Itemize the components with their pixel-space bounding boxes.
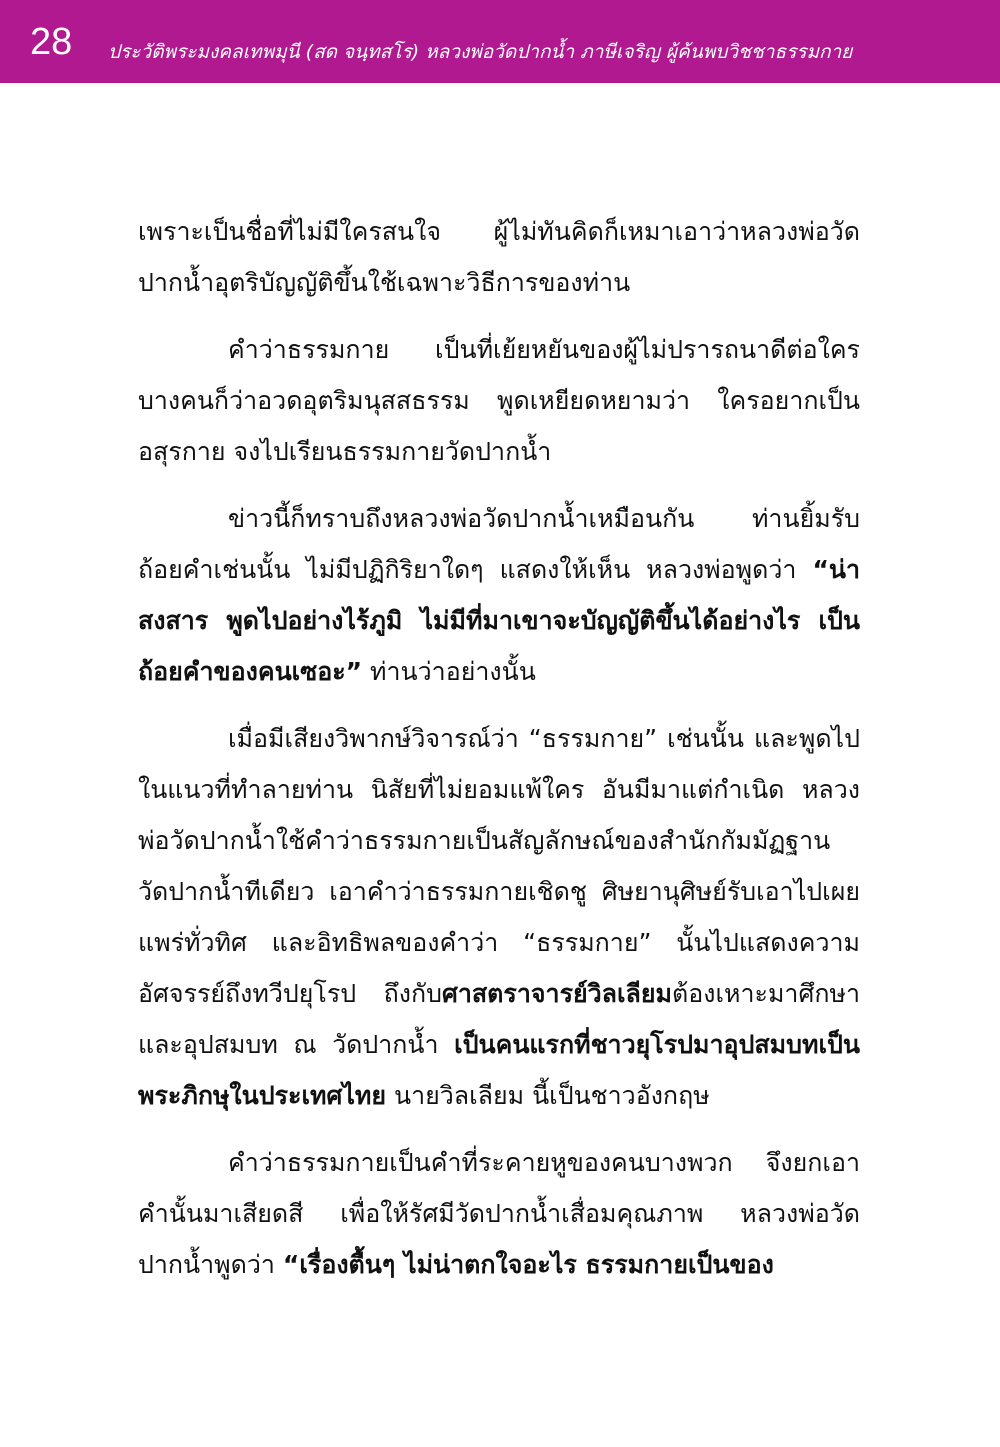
paragraph-4-bold-name: ศาสตราจารย์วิลเลียม xyxy=(442,979,672,1008)
paragraph-4-text-3: นายวิลเลียม นี้เป็นชาวอังกฤษ xyxy=(386,1081,710,1110)
paragraph-5 xyxy=(138,1137,860,1290)
paragraph-4-bold-statement: เป็นคนแรกที่ชาวยุโรปมาอุปสมบทเป็นพระภิกษุในประเทศไทย xyxy=(138,1030,860,1110)
paragraph-1-text: เพราะเป็นชื่อที่ไม่มีใครสนใจ ผู้ไม่ทันคิดก็เหมาเอาว่าหลวงพ่อวัดปากน้ำอุตริบัญญัติขึ้นใช้เฉพาะวิธีการของท่าน xyxy=(138,217,860,297)
header-bar xyxy=(0,0,1000,83)
paragraph-3-tail: ท่านว่าอย่างนั้น xyxy=(362,657,536,686)
body-text xyxy=(138,206,860,1306)
paragraph-4-text-1: เมื่อมีเสียงวิพากษ์วิจารณ์ว่า “ธรรมกาย” เช่นนั้น และพูดไปในแนวที่ทำลายท่าน นิสัยที่ไม่ยอมแพ้ใคร อันมีมาแต่กำเนิด หลวงพ่อวัดปากน้ำใช้คำว่าธรรมกายเป็นสัญลักษณ์ของสำนักกัมมัฏฐานวัดปากน้ำทีเดียว เอาคำว่าธรรมกายเชิดชู ศิษยานุศิษย์รับเอาไปเผยแพร่ทั่วทิศ และอิทธิพลของคำว่า “ธรรมกาย” นั้นไปแสดงความอัศจรรย์ถึงทวีปยุโรป ถึงกับ xyxy=(138,724,860,1008)
page-number: 28 xyxy=(30,21,73,63)
paragraph-4-text-2: ต้องเหาะมาศึกษาและอุปสมบท ณ วัดปากน้ำ xyxy=(138,979,860,1059)
paragraph-2-text: คำว่าธรรมกาย เป็นที่เย้ยหยันของผู้ไม่ปรารถนาดีต่อใคร บางคนก็ว่าอวดอุตริมนุสสธรรม พูดเหยียดหยามว่า ใครอยากเป็นอสุรกาย จงไปเรียนธรรมกายวัดปากน้ำ xyxy=(138,335,860,466)
paragraph-5-text: คำว่าธรรมกายเป็นคำที่ระคายหูของคนบางพวก จึงยกเอาคำนั้นมาเสียดสี เพื่อให้รัศมีวัดปากน้ำเสื่อมคุณภาพ หลวงพ่อวัดปากน้ำพูดว่า xyxy=(138,1148,860,1279)
paragraph-4 xyxy=(138,713,860,1121)
paragraph-3-text: ข่าวนี้ก็ทราบถึงหลวงพ่อวัดปากน้ำเหมือนกัน ท่านยิ้มรับถ้อยคำเช่นนั้น ไม่มีปฏิกิริยาใดๆ แสดงให้เห็น หลวงพ่อพูดว่า xyxy=(138,504,860,584)
paragraph-5-quote: “เรื่องตื้นๆ ไม่น่าตกใจอะไร ธรรมกายเป็นของ xyxy=(282,1250,774,1279)
running-title: ประวัติพระมงคลเทพมุนี (สด จนฺทสโร) หลวงพ่อวัดปากน้ำ ภาษีเจริญ ผู้ค้นพบวิชชาธรรมกาย xyxy=(108,41,853,63)
paragraph-3 xyxy=(138,493,860,697)
paragraph-1 xyxy=(138,206,860,308)
paragraph-3-quote: “น่าสงสาร พูดไปอย่างไร้ภูมิ ไม่มีที่มาเขาจะบัญญัติขึ้นได้อย่างไร เป็นถ้อยคำของคนเซอะ” xyxy=(138,555,860,686)
paragraph-2 xyxy=(138,324,860,477)
